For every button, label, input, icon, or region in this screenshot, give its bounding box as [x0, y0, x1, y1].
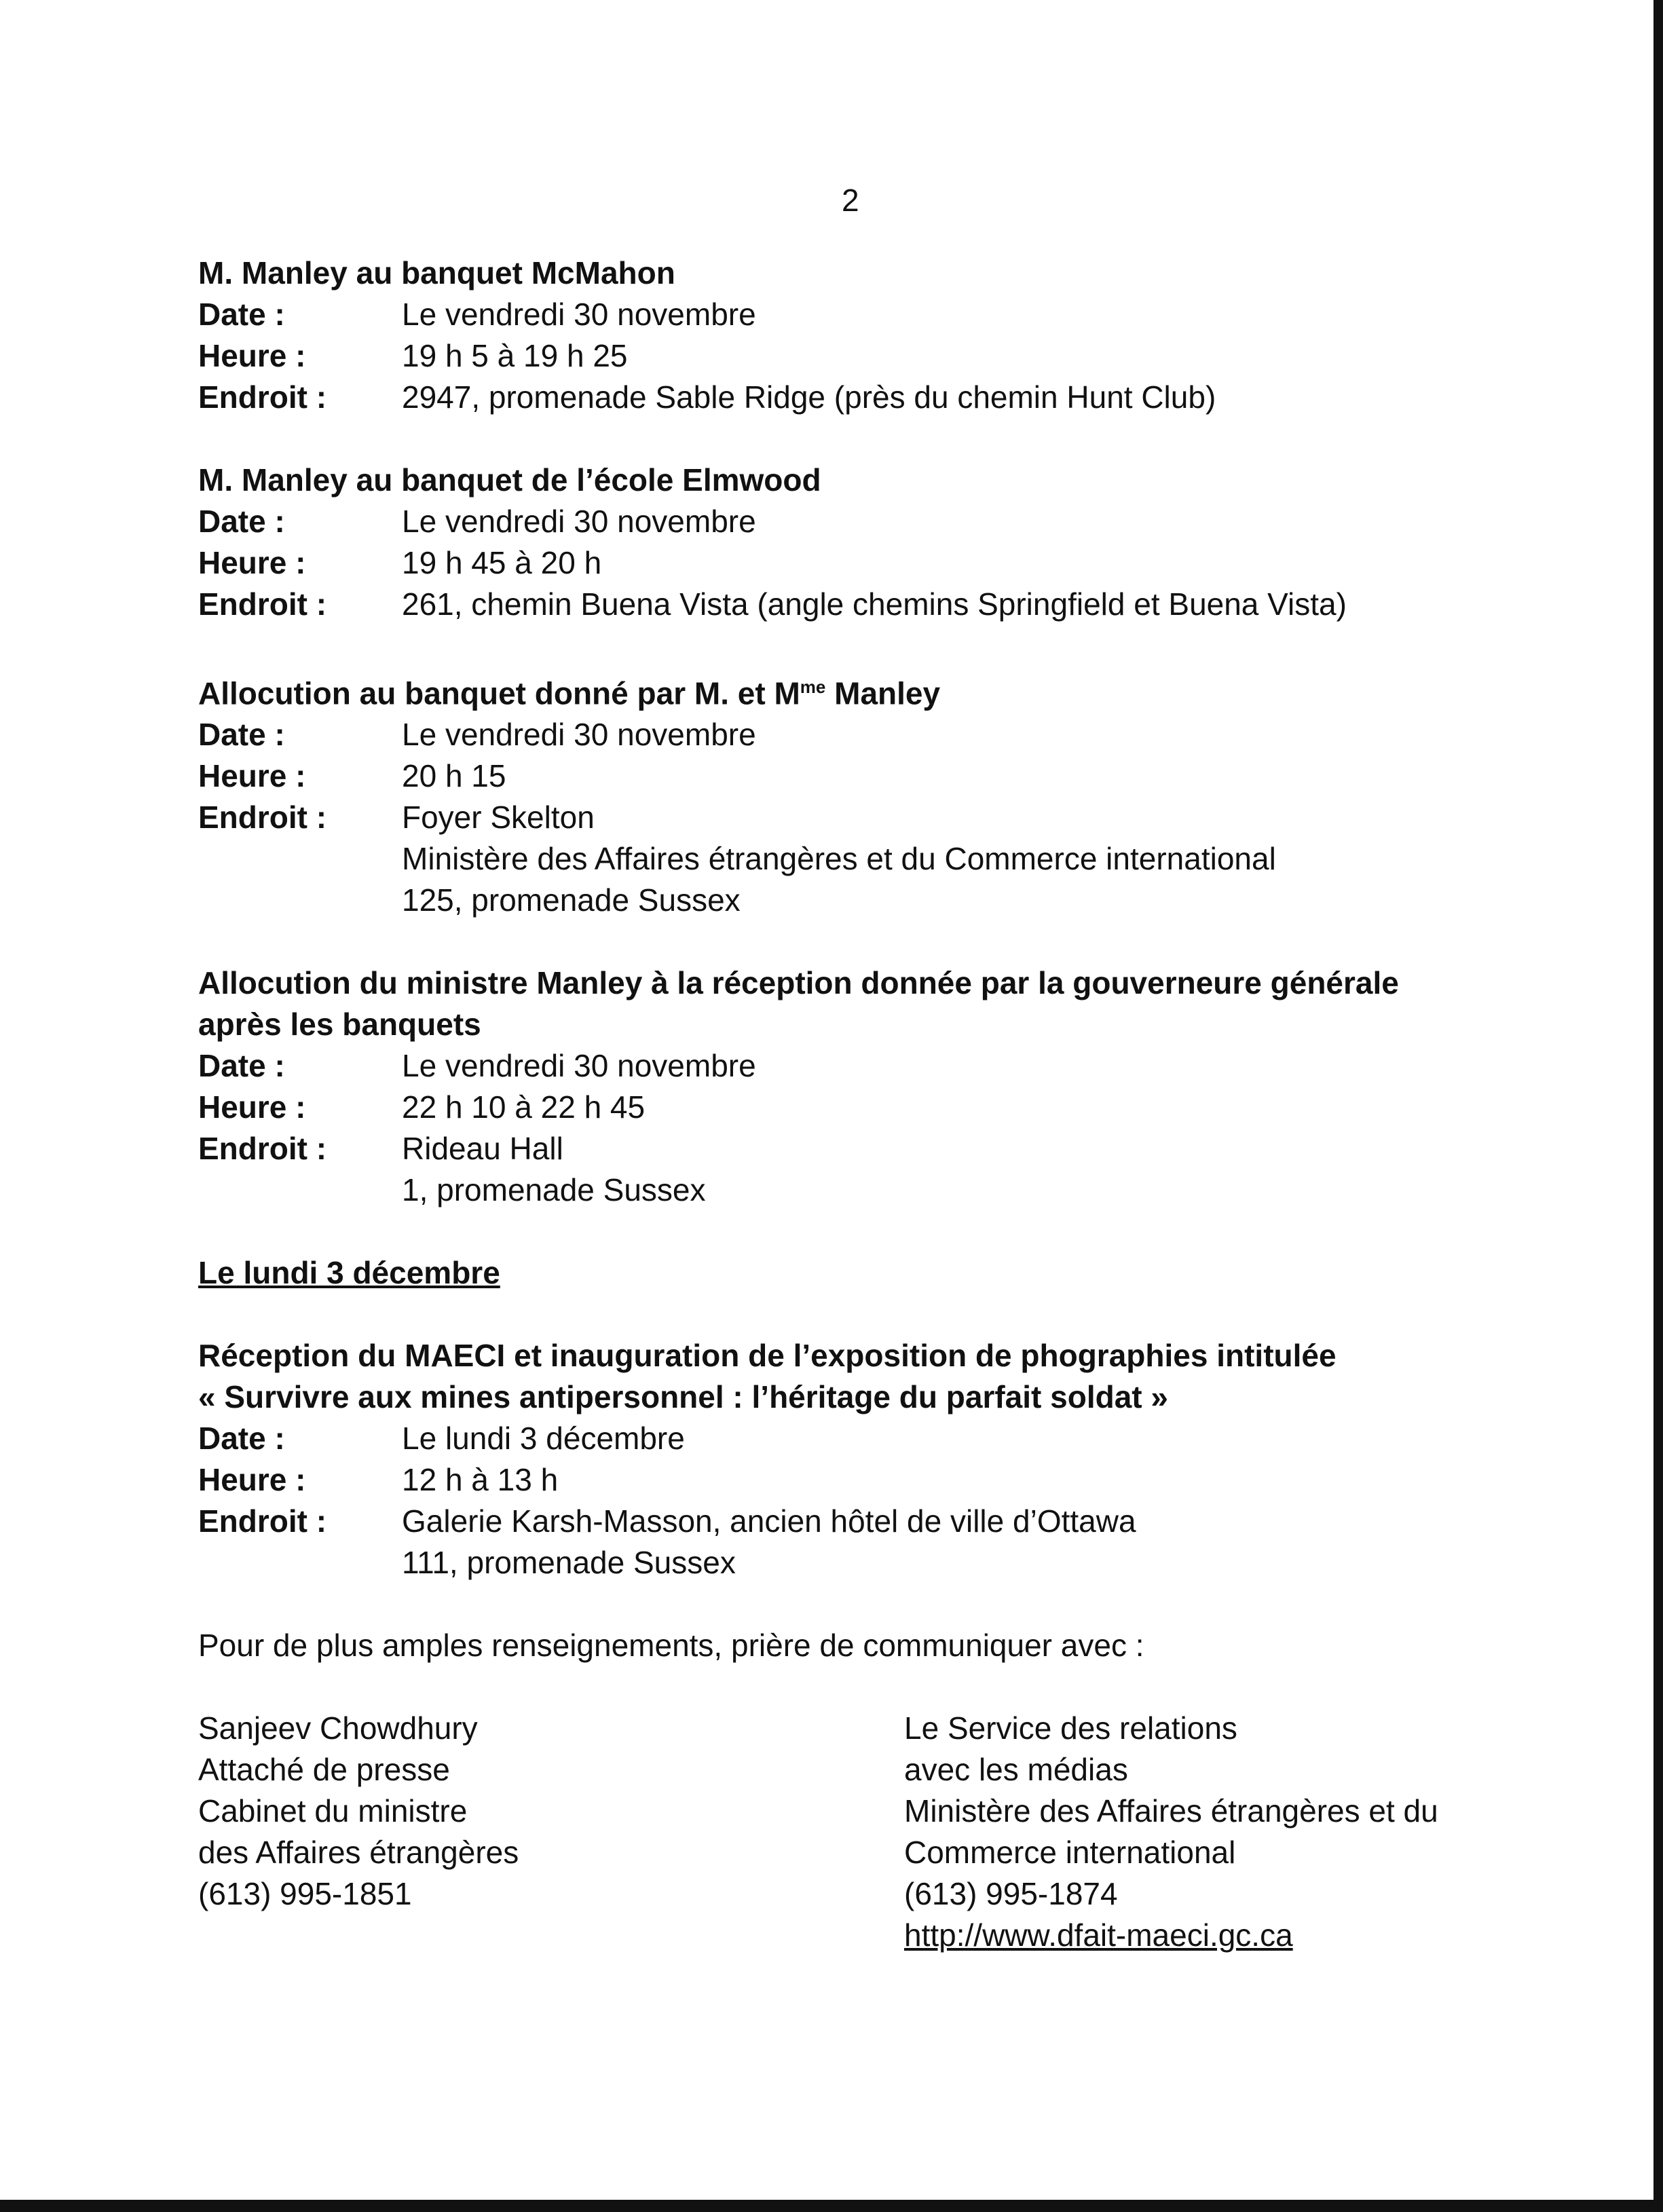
contact-line: Attaché de presse	[198, 1752, 450, 1788]
contact-line: des Affaires étrangères	[198, 1835, 519, 1871]
location-label: Endroit :	[198, 800, 327, 836]
time-row	[198, 542, 1522, 584]
location-row	[198, 1128, 1522, 1169]
event-title: M. Manley au banquet de l’école Elmwood	[198, 462, 821, 498]
location-label: Endroit :	[198, 1503, 327, 1539]
time-label: Heure :	[198, 1089, 306, 1125]
time-value: 20 h 15	[402, 758, 506, 794]
time-row	[198, 335, 1522, 377]
date-value: Le vendredi 30 novembre	[402, 1048, 756, 1084]
document-body	[198, 252, 1522, 1956]
location-line: 1, promenade Sussex	[402, 1172, 706, 1208]
contact-line: Sanjeev Chowdhury	[198, 1710, 478, 1746]
event-governor-reception	[198, 962, 1522, 1211]
event-title-part: Manley	[825, 675, 941, 711]
location-value: Rideau Hall	[402, 1131, 563, 1167]
date-row	[198, 501, 1522, 542]
event-manley-banquet	[198, 667, 1522, 921]
location-line: 125, promenade Sussex	[402, 882, 741, 918]
contact-line: Ministère des Affaires étrangères et du	[904, 1793, 1438, 1829]
date-label: Date :	[198, 504, 285, 539]
contact-intro: Pour de plus amples renseignements, prière de communiquer avec :	[198, 1628, 1144, 1664]
date-label: Date :	[198, 717, 285, 753]
date-value: Le lundi 3 décembre	[402, 1421, 685, 1457]
contact-line: Le Service des relations	[904, 1710, 1237, 1746]
section-date-heading: Le lundi 3 décembre	[198, 1255, 500, 1291]
time-value: 22 h 10 à 22 h 45	[402, 1089, 646, 1125]
contact-phone: (613) 995-1851	[198, 1876, 412, 1912]
time-row	[198, 755, 1522, 797]
date-row	[198, 1418, 1522, 1459]
time-row	[198, 1459, 1522, 1501]
event-title	[198, 667, 1522, 714]
event-title-line: après les banquets	[198, 1007, 481, 1043]
website-link[interactable]: http://www.dfait-maeci.gc.ca	[904, 1917, 1293, 1953]
time-label: Heure :	[198, 1462, 306, 1498]
date-value: Le vendredi 30 novembre	[402, 504, 756, 539]
page-number: 2	[842, 183, 859, 218]
date-label: Date :	[198, 1048, 285, 1084]
event-title-line: Allocution du ministre Manley à la réception donnée par la gouverneure générale	[198, 965, 1399, 1001]
date-row	[198, 714, 1522, 755]
location-label: Endroit :	[198, 586, 327, 622]
location-label: Endroit :	[198, 379, 327, 415]
time-value: 12 h à 13 h	[402, 1462, 559, 1498]
location-row	[198, 797, 1522, 838]
scan-edge-right	[1653, 0, 1663, 2212]
event-elmwood	[198, 460, 1522, 625]
contact-line: Commerce international	[904, 1835, 1236, 1871]
date-value: Le vendredi 30 novembre	[402, 717, 756, 753]
contact-line: Cabinet du ministre	[198, 1793, 468, 1829]
event-mcmahon	[198, 252, 1522, 418]
time-value: 19 h 5 à 19 h 25	[402, 338, 628, 373]
contact-media-relations	[904, 1708, 1522, 1956]
contacts	[198, 1708, 1522, 1956]
location-value: 2947, promenade Sable Ridge (près du chemin Hunt Club)	[402, 379, 1216, 415]
location-value: Foyer Skelton	[402, 800, 595, 836]
scan-edge-bottom	[0, 2200, 1663, 2212]
time-value: 19 h 45 à 20 h	[402, 545, 602, 580]
event-title: M. Manley au banquet McMahon	[198, 255, 675, 290]
location-label: Endroit :	[198, 1131, 327, 1167]
date-row	[198, 1045, 1522, 1087]
contact-line: avec les médias	[904, 1752, 1128, 1788]
location-line: Ministère des Affaires étrangères et du Commerce international	[402, 841, 1276, 877]
time-label: Heure :	[198, 758, 306, 794]
contact-phone: (613) 995-1874	[904, 1876, 1118, 1912]
time-label: Heure :	[198, 338, 306, 373]
contact-press-attache	[198, 1708, 904, 1956]
event-maeci-reception	[198, 1335, 1522, 1583]
location-value: Galerie Karsh-Masson, ancien hôtel de ville d’Ottawa	[402, 1503, 1136, 1539]
location-row	[198, 1501, 1522, 1542]
event-title-part: Allocution au banquet donné par M. et M	[198, 675, 800, 711]
date-label: Date :	[198, 297, 285, 332]
location-line: 111, promenade Sussex	[402, 1545, 736, 1581]
location-row	[198, 377, 1522, 418]
event-title-line: « Survivre aux mines antipersonnel : l’héritage du parfait soldat »	[198, 1379, 1168, 1415]
location-row	[198, 584, 1522, 625]
time-row	[198, 1087, 1522, 1128]
date-row	[198, 294, 1522, 335]
location-value: 261, chemin Buena Vista (angle chemins Springfield et Buena Vista)	[402, 586, 1347, 622]
event-title-superscript: me	[800, 677, 826, 697]
date-value: Le vendredi 30 novembre	[402, 297, 756, 332]
event-title-line: Réception du MAECI et inauguration de l’exposition de phographies intitulée	[198, 1338, 1337, 1374]
date-label: Date :	[198, 1421, 285, 1457]
time-label: Heure :	[198, 545, 306, 580]
